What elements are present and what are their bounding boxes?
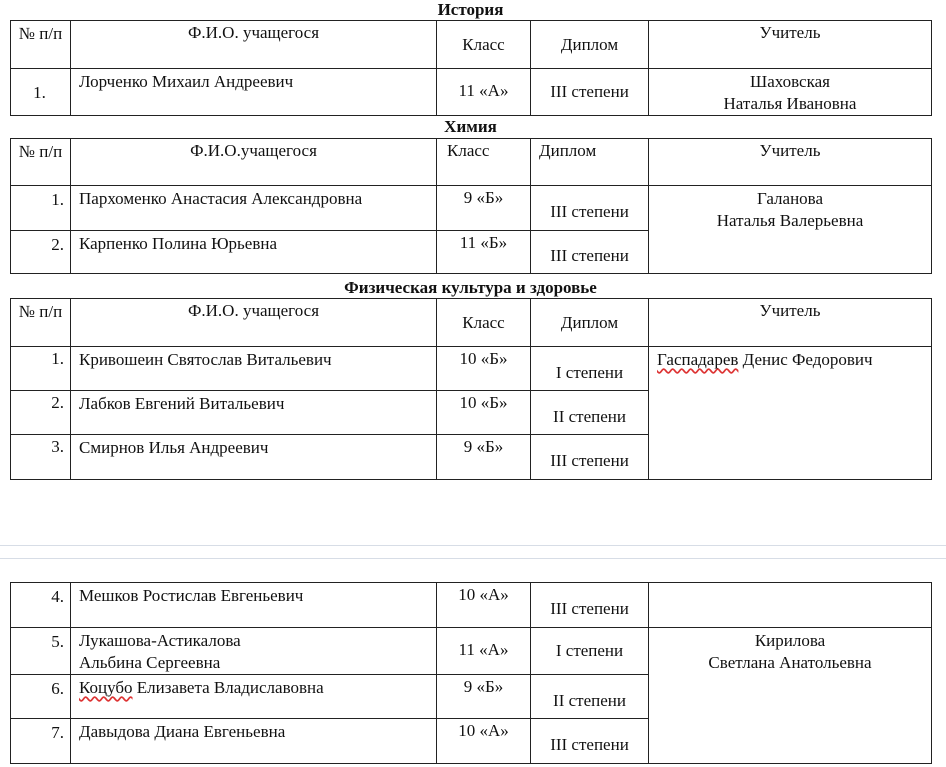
student-class: 10 «А» bbox=[437, 583, 531, 628]
row-num: 7. bbox=[11, 719, 71, 764]
teacher-name bbox=[649, 628, 932, 764]
student-class: 10 «Б» bbox=[437, 391, 531, 435]
student-class: 11 «А» bbox=[437, 628, 531, 675]
header-diploma: Диплом bbox=[531, 21, 649, 69]
teacher-cell-empty bbox=[649, 583, 932, 628]
pe-table-continued bbox=[10, 582, 932, 764]
table-header-row bbox=[11, 299, 932, 347]
diploma-degree: II степени bbox=[531, 675, 649, 719]
table-header-row bbox=[11, 139, 932, 186]
teacher-given-names: Наталья Валерьевна bbox=[716, 211, 864, 230]
student-given-names: Альбина Сергеевна bbox=[79, 653, 221, 672]
page-break bbox=[0, 545, 946, 559]
diploma-degree: III степени bbox=[531, 186, 649, 231]
row-num: 2. bbox=[11, 391, 71, 435]
student-name: Лорченко Михаил Андреевич bbox=[71, 69, 437, 116]
student-class: 11 «Б» bbox=[437, 231, 531, 274]
header-num: № п/п bbox=[11, 139, 71, 186]
header-teacher: Учитель bbox=[649, 139, 932, 186]
table-row bbox=[11, 347, 932, 391]
row-num: 1. bbox=[11, 347, 71, 391]
pe-table bbox=[10, 298, 932, 480]
header-teacher: Учитель bbox=[649, 21, 932, 69]
student-class: 10 «А» bbox=[437, 719, 531, 764]
student-name: Пархоменко Анастасия Александровна bbox=[71, 186, 437, 231]
student-class: 9 «Б» bbox=[437, 435, 531, 480]
diploma-degree: I степени bbox=[531, 347, 649, 391]
student-surname: Лукашова-Астикалова bbox=[79, 631, 241, 650]
teacher-name bbox=[649, 186, 932, 274]
section-title-chemistry: Химия bbox=[444, 117, 497, 136]
diploma-degree: III степени bbox=[531, 583, 649, 628]
student-name: Мешков Ростислав Евгеньевич bbox=[71, 583, 437, 628]
teacher-surname: Гаспадарев bbox=[657, 350, 739, 369]
table-header-row bbox=[11, 21, 932, 69]
teacher-surname: Кирилова bbox=[754, 631, 826, 650]
header-class: Класс bbox=[437, 21, 531, 69]
header-name: Ф.И.О. учащегося bbox=[71, 21, 437, 69]
student-name bbox=[71, 628, 437, 675]
teacher-name bbox=[649, 69, 932, 116]
diploma-degree: I степени bbox=[531, 628, 649, 675]
header-num: № п/п bbox=[11, 21, 71, 69]
student-name: Лабков Евгений Витальевич bbox=[71, 391, 437, 435]
header-teacher: Учитель bbox=[649, 299, 932, 347]
row-num: 3. bbox=[11, 435, 71, 480]
student-surname: Коцубо bbox=[79, 678, 133, 697]
student-class: 9 «Б» bbox=[437, 186, 531, 231]
chemistry-table bbox=[10, 138, 932, 274]
student-name: Карпенко Полина Юрьевна bbox=[71, 231, 437, 274]
diploma-degree: III степени bbox=[531, 719, 649, 764]
table-row bbox=[11, 186, 932, 231]
table-row bbox=[11, 69, 932, 116]
header-diploma: Диплом bbox=[531, 299, 649, 347]
row-num: 1. bbox=[11, 69, 71, 116]
student-name: Кривошеин Святослав Витальевич bbox=[71, 347, 437, 391]
row-num: 6. bbox=[11, 675, 71, 719]
student-given-names: Елизавета Владиславовна bbox=[132, 678, 324, 697]
row-num: 4. bbox=[11, 583, 71, 628]
table-row bbox=[11, 583, 932, 628]
teacher-given-names: Денис Федорович bbox=[738, 350, 873, 369]
header-class: Класс bbox=[437, 299, 531, 347]
row-num: 1. bbox=[11, 186, 71, 231]
student-name: Смирнов Илья Андреевич bbox=[71, 435, 437, 480]
section-title-history: История bbox=[437, 0, 504, 19]
header-name: Ф.И.О. учащегося bbox=[71, 299, 437, 347]
header-name: Ф.И.О.учащегося bbox=[71, 139, 437, 186]
diploma-degree: III степени bbox=[531, 69, 649, 116]
student-class: 10 «Б» bbox=[437, 347, 531, 391]
student-class: 11 «А» bbox=[437, 69, 531, 116]
student-class: 9 «Б» bbox=[437, 675, 531, 719]
diploma-degree: III степени bbox=[531, 435, 649, 480]
row-num: 5. bbox=[11, 628, 71, 675]
teacher-given-names: Наталья Ивановна bbox=[723, 94, 857, 113]
diploma-degree: II степени bbox=[531, 391, 649, 435]
teacher-given-names: Светлана Анатольевна bbox=[708, 653, 872, 672]
table-row bbox=[11, 628, 932, 675]
row-num: 2. bbox=[11, 231, 71, 274]
header-diploma: Диплом bbox=[531, 139, 649, 186]
history-table bbox=[10, 20, 932, 116]
diploma-degree: III степени bbox=[531, 231, 649, 274]
header-num: № п/п bbox=[11, 299, 71, 347]
student-name bbox=[71, 675, 437, 719]
student-name: Давыдова Диана Евгеньевна bbox=[71, 719, 437, 764]
section-title-pe: Физическая культура и здоровье bbox=[344, 278, 597, 297]
teacher-surname: Галанова bbox=[756, 189, 824, 208]
header-class: Класс bbox=[437, 139, 531, 186]
teacher-name bbox=[649, 347, 932, 480]
teacher-surname: Шаховская bbox=[750, 72, 830, 91]
